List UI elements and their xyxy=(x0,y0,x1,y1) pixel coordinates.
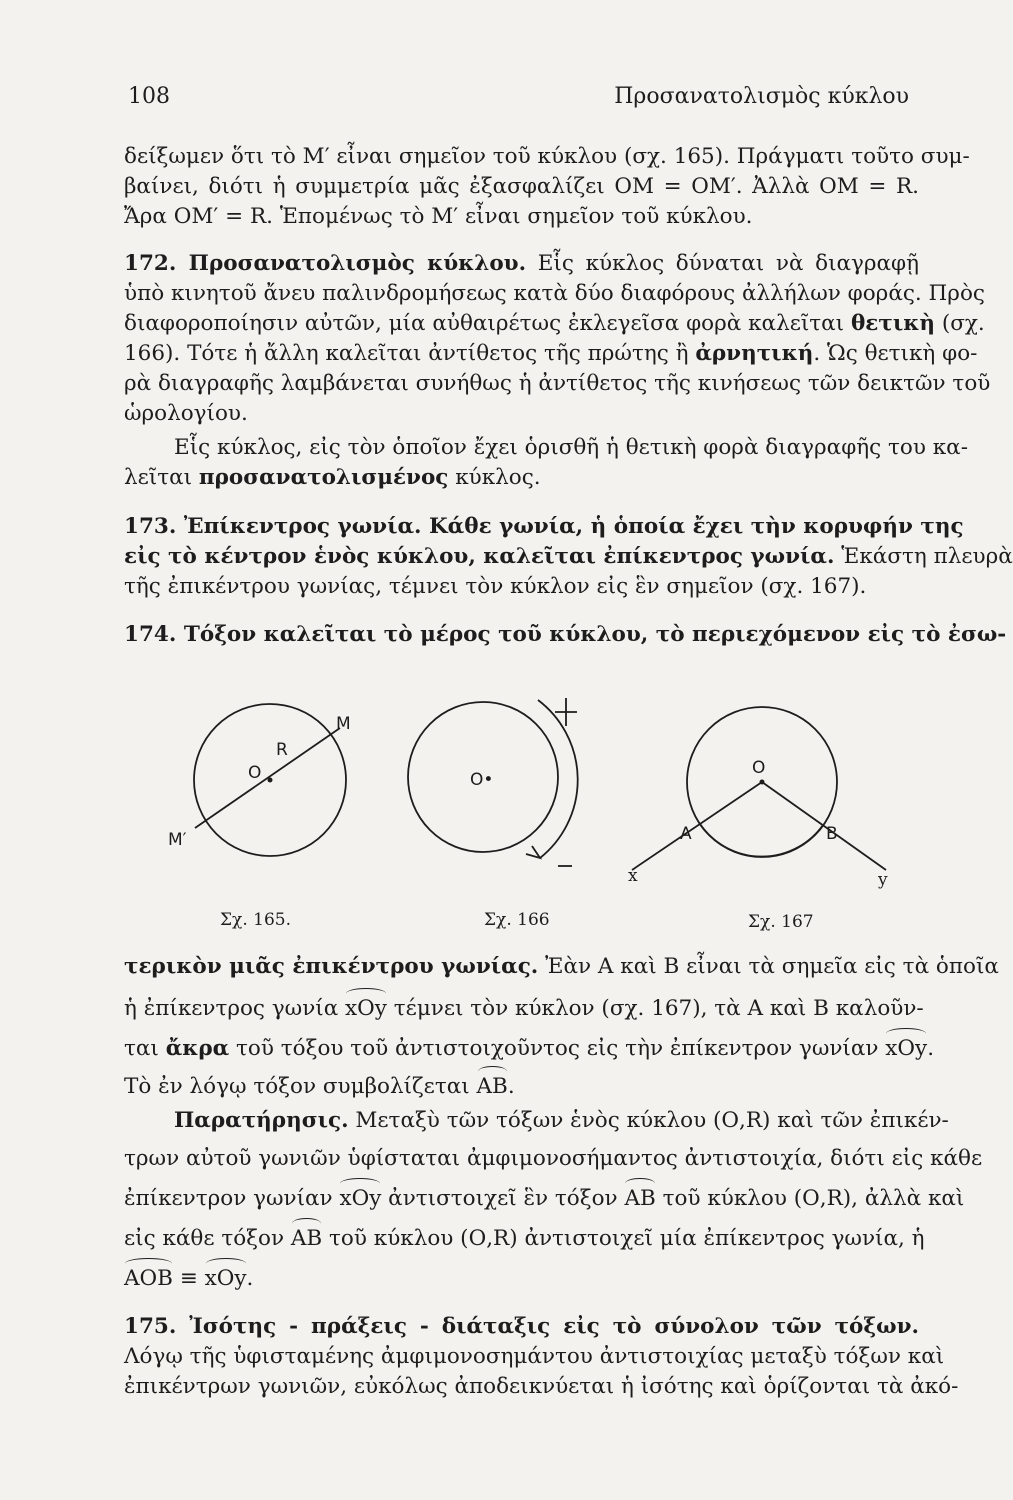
fig167-label-o: O xyxy=(752,758,766,778)
text-line: ὑπὸ κινητοῦ ἄνευ παλινδρομήσεως κατὰ δύο διαφόρους ἀλλήλων φοράς. Πρὸς xyxy=(124,281,985,306)
text-span: ἀντιστοιχεῖ ἓν τόξον xyxy=(381,1186,625,1211)
fig165-label-o: O xyxy=(248,763,262,783)
text-line xyxy=(174,1106,949,1136)
text-span: . xyxy=(246,1266,254,1291)
text-line: ρὰ διαγραφῆς λαμβάνεται συνήθως ἡ ἀντίθετος τῆς κινήσεως τῶν δεικτῶν τοῦ xyxy=(124,371,991,396)
text-line xyxy=(124,1264,919,1294)
angle-xoy-symbol: xOy xyxy=(205,1264,247,1294)
section-172-heading: 172. Προσανατολισμὸς κύκλου. xyxy=(124,251,527,276)
text-line: δείξωμεν ὅτι τὸ Μ′ εἶναι σημεῖον τοῦ κύκλου (σχ. 165). Πράγματι τοῦτο συμ- xyxy=(124,144,970,169)
text-line xyxy=(124,1072,919,1102)
text-span: τοῦ κύκλου (Ο,R), ἀλλὰ καὶ xyxy=(655,1186,965,1211)
text-line xyxy=(124,339,978,369)
fig167-caption: Σχ. 167 xyxy=(748,912,814,932)
page-number: 108 xyxy=(128,84,170,109)
term-oriented: προσανατολισμένος xyxy=(198,465,449,490)
text-span: . xyxy=(927,1036,935,1061)
text-line: τρων αὐτοῦ γωνιῶν ὑφίσταται ἀμφιμονοσήμαντος ἀντιστοιχία, διότι εἰς κάθε xyxy=(124,1146,983,1171)
arc-ab-symbol: AB xyxy=(624,1184,655,1214)
definition-text: τερικὸν μιᾶς ἐπικέντρου γωνίας. xyxy=(124,954,539,979)
fig165-label-m: M xyxy=(336,714,351,734)
text-span: Μεταξὺ τῶν τόξων ἑνὸς κύκλου (Ο,R) καὶ τῶν ἐπικέν- xyxy=(348,1108,949,1133)
angle-xoy-symbol: xOy xyxy=(345,994,387,1024)
angle-xoy-symbol: xOy xyxy=(885,1034,927,1064)
angle-xoy-symbol: xOy xyxy=(339,1184,381,1214)
text-span: ≡ xyxy=(172,1266,205,1291)
text-span: ἐπίκεντρον γωνίαν xyxy=(124,1186,340,1211)
text-line: βαίνει, διότι ἡ συμμετρία μᾶς ἐξασφαλίζει ΟΜ = ΟΜ′. Ἀλλὰ ΟΜ = R. xyxy=(124,174,919,199)
text-span: . Ὡς θετικὴ φο- xyxy=(813,341,978,366)
text-span: κύκλος. xyxy=(448,465,541,490)
term-positive: θετικὴ xyxy=(850,311,935,336)
text-span: τοῦ κύκλου (Ο,R) ἀντιστοιχεῖ μία ἐπίκεντρος γωνία, ἡ xyxy=(322,1226,925,1251)
section-173-heading: 173. Ἐπίκεντρος γωνία. Κάθε γωνία, ἡ ὁποία ἔχει τὴν κορυφήν της xyxy=(124,514,964,539)
text-span: Τὸ ἐν λόγῳ τόξον συμβολίζεται xyxy=(124,1074,477,1099)
fig165-label-r: R xyxy=(276,740,288,760)
text-line: Ἄρα ΟΜ′ = R. Ἑπομένως τὸ Μ′ εἶναι σημεῖον τοῦ κύκλου. xyxy=(124,204,753,229)
running-title: Προσανατολισμὸς κύκλου xyxy=(614,84,909,109)
fig167-ray-x xyxy=(632,782,762,870)
fig167-arc-ab xyxy=(700,824,823,857)
text-line: ὡρολογίου. xyxy=(124,401,248,426)
text-span: Εἷς κύκλος δύναται νὰ διαγραφῇ xyxy=(526,251,919,276)
text-line: Εἷς κύκλος, εἰς τὸν ὁποῖον ἔχει ὁρισθῆ ἡ θετικὴ φορὰ διαγραφῆς του κα- xyxy=(174,435,968,460)
section-172-line xyxy=(124,249,919,279)
text-line xyxy=(124,994,924,1024)
section-175-heading: 175. Ἰσότης - πράξεις - διάταξις εἰς τὸ σύνολον τῶν τόξων. xyxy=(124,1314,919,1339)
fig166-caption: Σχ. 166 xyxy=(484,910,550,930)
text-span: ἡ ἐπίκεντρος γωνία xyxy=(124,996,346,1021)
text-line xyxy=(124,1184,965,1214)
text-line: Λόγῳ τῆς ὑφισταμένης ἀμφιμονοσημάντου ἀντιστοιχίας μεταξὺ τόξων καὶ xyxy=(124,1344,945,1369)
text-span: 166). Τότε ἡ ἄλλη καλεῖται ἀντίθετος τῆς πρώτης ἢ xyxy=(124,341,696,366)
fig167-center-dot xyxy=(760,780,765,785)
definition-text: εἰς τὸ κέντρον ἑνὸς κύκλου, καλεῖται ἐπίκεντρος γωνία. xyxy=(124,544,835,569)
arc-ab-symbol: AB xyxy=(477,1072,508,1102)
fig166-arrowhead xyxy=(526,846,540,858)
fig167-label-y: y xyxy=(878,870,888,890)
fig165-diameter xyxy=(195,728,340,828)
text-span: Ἐὰν Α καὶ Β εἶναι τὰ σημεῖα εἰς τὰ ὁποῖα xyxy=(538,954,999,979)
text-span: τοῦ τόξου τοῦ ἀντιστοιχοῦντος εἰς τὴν ἐπίκεντρον γωνίαν xyxy=(229,1036,886,1061)
term-negative: ἀρνητική xyxy=(695,341,814,366)
fig166-label-o: O• xyxy=(470,770,494,790)
text-line: ἐπικέντρων γωνιῶν, εὐκόλως ἀποδεικνύεται ἡ ἰσότης καὶ ὁρίζονται τὰ ἀκό- xyxy=(124,1374,959,1399)
text-span: ται xyxy=(124,1036,166,1061)
term-endpoints: ἄκρα xyxy=(165,1036,230,1061)
fig165-label-m-prime: M′ xyxy=(168,830,187,850)
fig165-center-dot xyxy=(268,778,273,783)
text-line xyxy=(124,542,1013,572)
text-span: εἰς κάθε τόξον xyxy=(124,1226,291,1251)
text-line: τῆς ἐπικέντρου γωνίας, τέμνει τὸν κύκλον εἰς ἓν σημεῖον (σχ. 167). xyxy=(124,574,867,599)
text-span: διαφοροποίησιν αὐτῶν, μία αὐθαιρέτως ἐκλεγεῖσα φορὰ καλεῖται xyxy=(124,311,851,336)
text-line xyxy=(124,1224,925,1254)
arc-ab-symbol: AB xyxy=(291,1224,322,1254)
fig167-label-x: x xyxy=(628,866,638,886)
fig166-label-plus xyxy=(560,694,561,695)
text-span: Ἑκάστη πλευρὰ xyxy=(834,544,1013,569)
text-span: (σχ. xyxy=(934,311,985,336)
text-line xyxy=(124,1034,935,1064)
fig167-label-a: A xyxy=(680,824,692,844)
fig165-caption: Σχ. 165. xyxy=(220,910,291,930)
text-span: τέμνει τὸν κύκλον (σχ. 167), τὰ Α καὶ Β καλοῦν- xyxy=(386,996,924,1021)
text-span: . xyxy=(507,1074,515,1099)
text-span: λεῖται xyxy=(124,465,199,490)
text-line xyxy=(124,952,999,982)
fig167-ray-y xyxy=(762,782,886,870)
remark-heading: Παρατήρησις. xyxy=(174,1108,349,1133)
fig167-label-b: B xyxy=(826,824,838,844)
angle-aob-symbol: ΑΟΒ xyxy=(124,1264,173,1294)
figures-svg xyxy=(0,690,961,950)
text-line xyxy=(124,463,919,493)
text-line xyxy=(124,309,985,339)
fig166-label-minus xyxy=(558,858,559,859)
section-174-heading: 174. Τόξον καλεῖται τὸ μέρος τοῦ κύκλου, τὸ περιεχόμενον εἰς τὸ ἐσω- xyxy=(124,622,1007,647)
figures-row xyxy=(0,690,961,950)
page-header xyxy=(124,84,909,118)
